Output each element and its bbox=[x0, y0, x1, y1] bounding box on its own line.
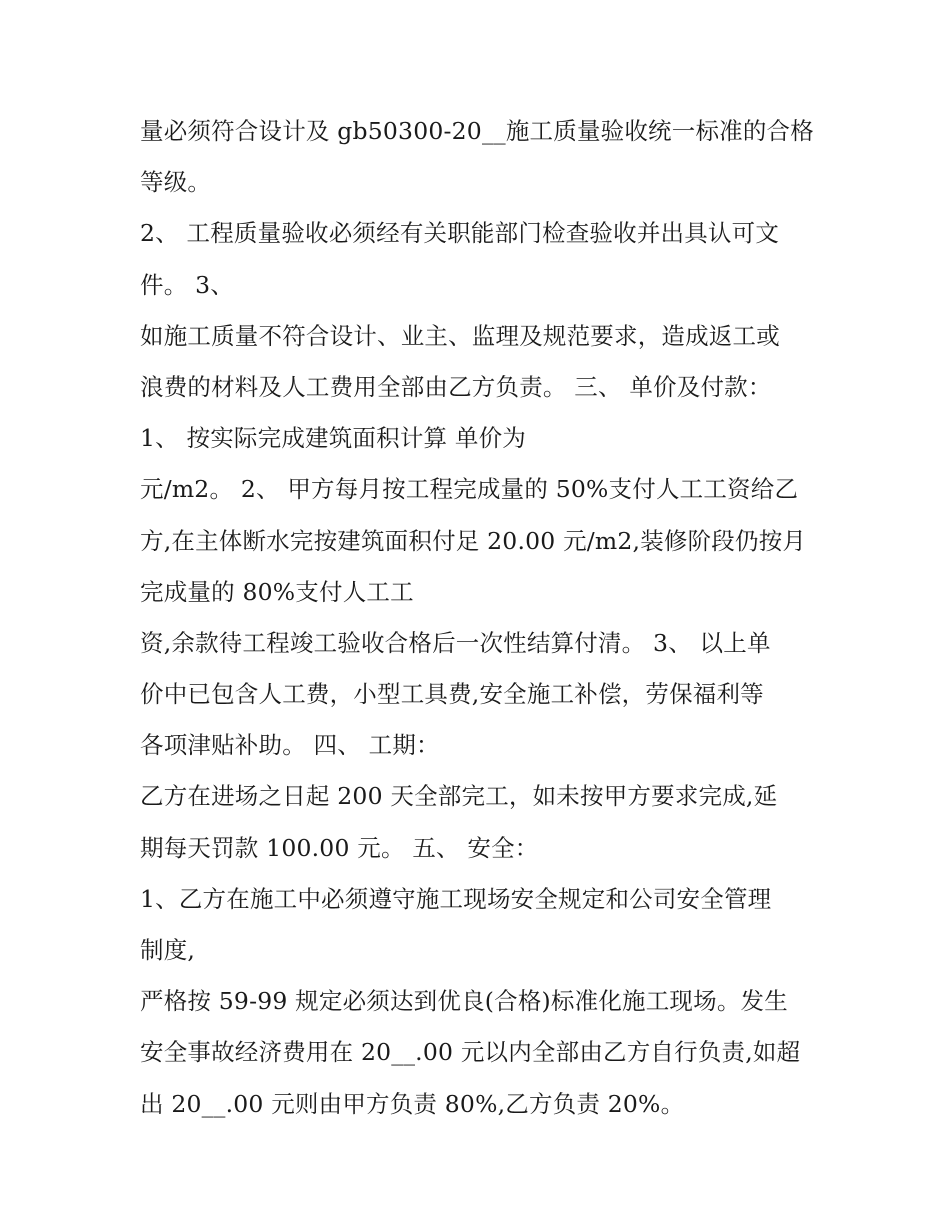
text-line: 件。 3、 bbox=[140, 270, 234, 299]
text-line: 出 20__.00 元则由甲方负责 80%,乙方负责 20%。 bbox=[140, 1089, 685, 1118]
text-line: 乙方在进场之日起 200 天全部完工，如未按甲方要求完成,延 bbox=[140, 782, 778, 811]
text-line: 各项津贴补助。 四、 工期： bbox=[140, 731, 440, 760]
text-line: 1、乙方在施工中必须遵守施工现场安全规定和公司安全管理 bbox=[140, 884, 772, 913]
text-line: 元/m2。 2、 甲方每月按工程完成量的 50%支付人工工资给乙 bbox=[140, 475, 799, 504]
text-line: 完成量的 80%支付人工工 bbox=[140, 577, 414, 606]
text-line: 资,余款待工程竣工验收合格后一次性结算付清。 3、 以上单 bbox=[140, 628, 771, 657]
text-line: 1、 按实际完成建筑面积计算 单价为 bbox=[140, 424, 526, 453]
text-line: 价中已包含人工费，小型工具费,安全施工补偿，劳保福利等 bbox=[140, 680, 764, 709]
document-body bbox=[140, 106, 830, 1130]
text-line: 制度, bbox=[140, 936, 196, 964]
text-line: 期每天罚款 100.00 元。 五、 安全： bbox=[140, 833, 539, 862]
text-line: 严格按 59-99 规定必须达到优良(合格)标准化施工现场。发生 bbox=[140, 987, 788, 1016]
text-line: 方,在主体断水完按建筑面积付足 20.00 元/m2,装修阶段仍按月 bbox=[140, 526, 807, 555]
text-line: 安全事故经济费用在 20__.00 元以内全部由乙方自行负责,如超 bbox=[140, 1038, 801, 1067]
text-line: 浪费的材料及人工费用全部由乙方负责。 三、 单价及付款： bbox=[140, 372, 772, 401]
text-line: 如施工质量不符合设计、业主、监理及规范要求，造成返工或 bbox=[140, 321, 780, 350]
text-line: 量必须符合设计及 gb50300-20__施工质量验收统一标准的合格 bbox=[140, 117, 814, 145]
text-line: 2、 工程质量验收必须经有关职能部门检查验收并出具认可文 bbox=[140, 219, 780, 248]
text-line: 等级。 bbox=[140, 168, 212, 197]
